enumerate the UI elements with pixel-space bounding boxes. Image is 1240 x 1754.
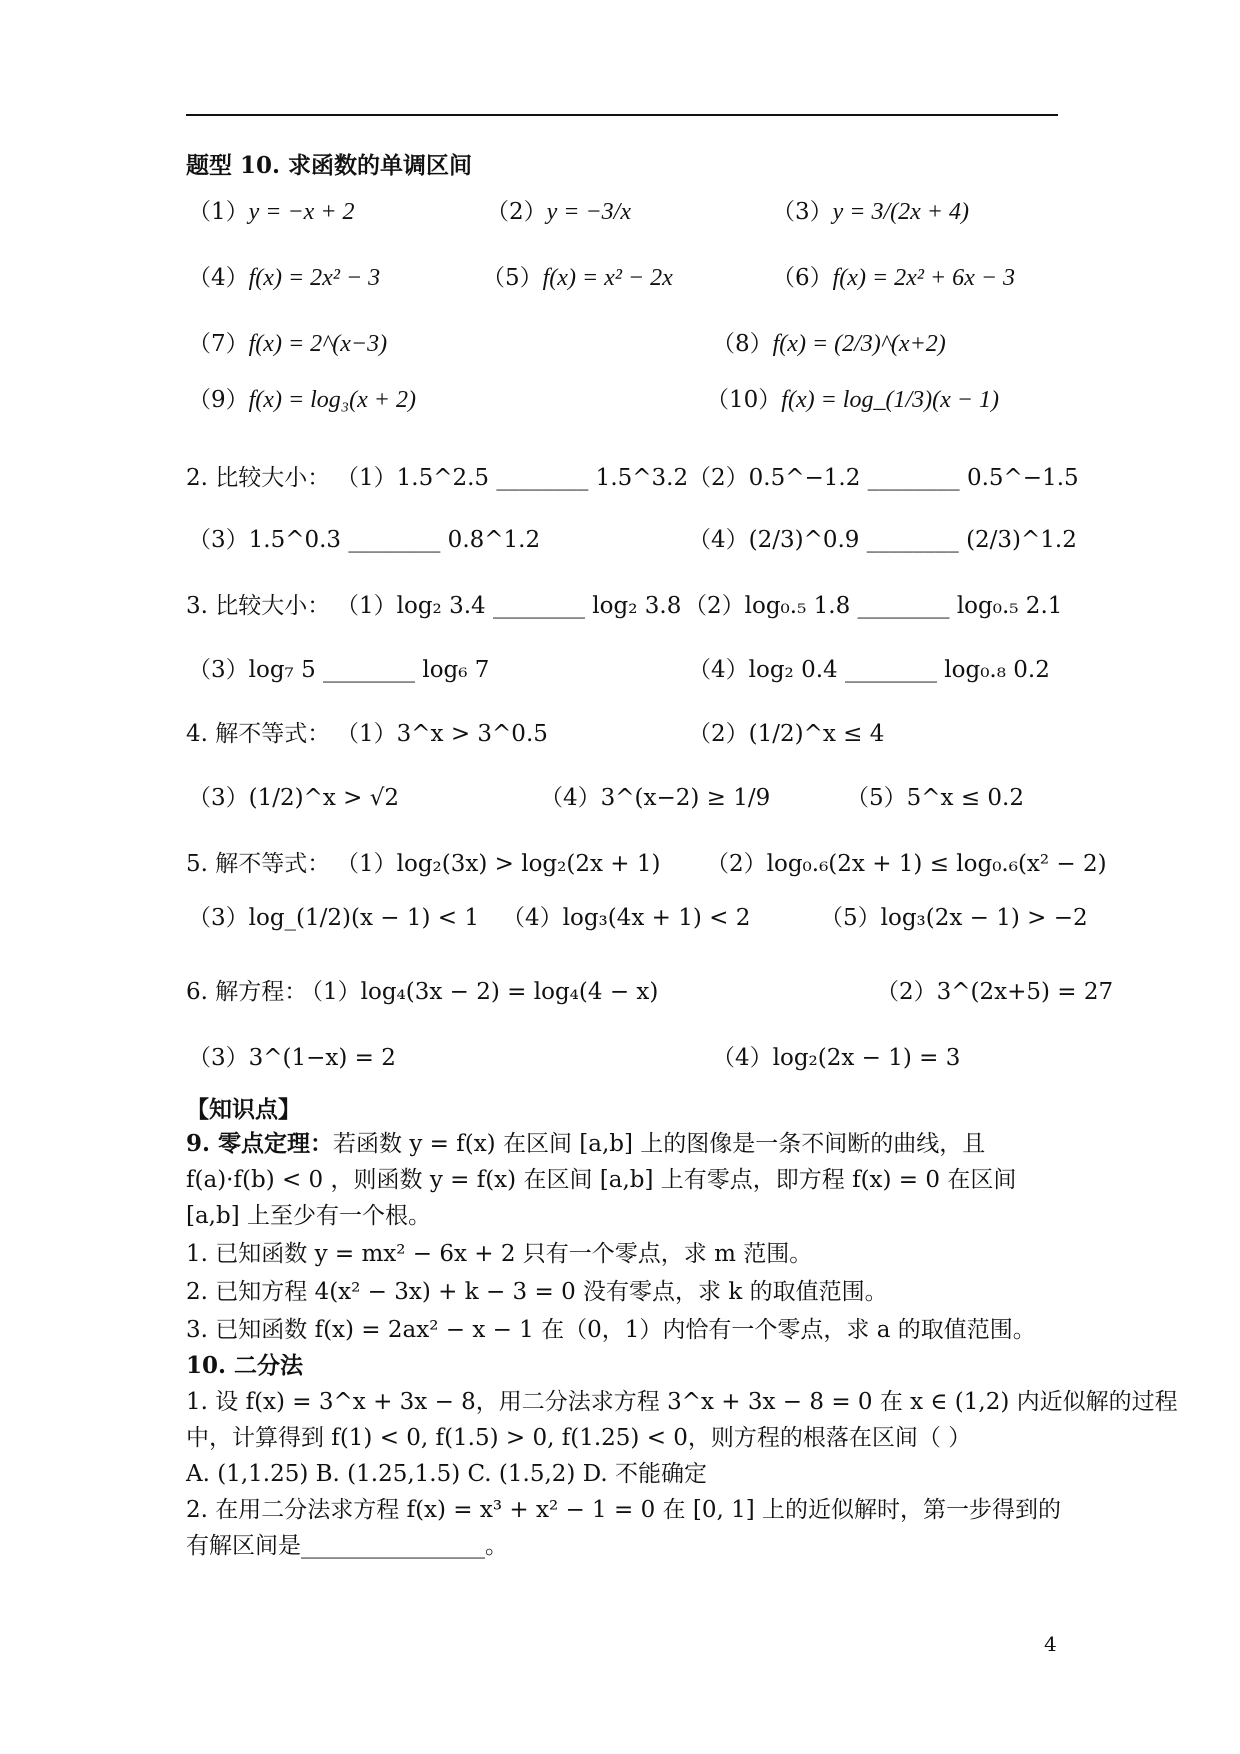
mono-6: （6）f(x) = 2x² + 6x − 3 xyxy=(772,265,1016,291)
bisection-heading: 10. 二分法 xyxy=(186,1352,304,1379)
mono-4: （4）f(x) = 2x² − 3 xyxy=(188,265,381,291)
mono-5: （5）f(x) = x² − 2x xyxy=(482,265,673,291)
q3-label: 3. 比较大小： xyxy=(186,593,331,619)
q5-item-3: （3）log_(1/2)(x − 1) < 1 xyxy=(188,905,479,931)
q6-item-4: （4）log₂(2x − 1) = 3 xyxy=(712,1045,961,1071)
mono-10: （10）f(x) = log_(1/3)(x − 1) xyxy=(706,387,999,413)
theorem-line-2: f(a)·f(b) < 0 ，则函数 y = f(x) 在区间 [a,b] 上有零点，即方程 f(x) = 0 在区间 xyxy=(186,1167,1017,1193)
theorem-line-1: 9. 零点定理：若函数 y = f(x) 在区间 [a,b] 上的图像是一条不间断的曲线，且 xyxy=(186,1130,986,1157)
q4-item-3: （3）(1/2)^x > √2 xyxy=(188,785,400,811)
bisection-line-4: 2. 在用二分法求方程 f(x) = x³ + x² − 1 = 0 在 [0, 1] 上的近似解时，第一步得到的 xyxy=(186,1497,1061,1523)
q3-item-1: （1）log₂ 3.4 ________ log₂ 3.8 xyxy=(336,593,682,619)
q5-item-2: （2）log₀.₆(2x + 1) ≤ log₀.₆(x² − 2) xyxy=(706,851,1107,877)
q3-item-4: （4）log₂ 0.4 ________ log₀.₈ 0.2 xyxy=(688,657,1050,683)
section-heading: 题型 10. 求函数的单调区间 xyxy=(186,152,473,179)
q6-item-1: （1）log₄(3x − 2) = log₄(4 − x) xyxy=(300,979,659,1005)
q6-item-2: （2）3^(2x+5) = 27 xyxy=(876,979,1114,1005)
zero-problem-3: 3. 已知函数 f(x) = 2ax² − x − 1 在（0，1）内恰有一个零点，求 a 的取值范围。 xyxy=(186,1317,1036,1343)
q5-label: 5. 解不等式： xyxy=(186,851,331,877)
q5-item-1: （1）log₂(3x) > log₂(2x + 1) xyxy=(336,851,661,877)
q2-item-3: （3）1.5^0.3 ________ 0.8^1.2 xyxy=(188,527,541,553)
mono-1: （1）y = −x + 2 xyxy=(188,199,355,225)
bisection-line-5: 有解区间是________________。 xyxy=(186,1533,508,1559)
q2-item-2: （2）0.5^−1.2 ________ 0.5^−1.5 xyxy=(688,465,1079,491)
theorem-line-3: [a,b] 上至少有一个根。 xyxy=(186,1203,432,1229)
mono-7: （7）f(x) = 2^(x−3) xyxy=(188,331,388,357)
q2-item-4: （4）(2/3)^0.9 ________ (2/3)^1.2 xyxy=(688,527,1077,553)
q4-item-2: （2）(1/2)^x ≤ 4 xyxy=(688,721,885,747)
bisection-line-2: 中，计算得到 f(1) < 0, f(1.5) > 0, f(1.25) < 0，则方程的根落在区间（ ） xyxy=(186,1425,972,1451)
q3-item-2: （2）log₀.₅ 1.8 ________ log₀.₅ 2.1 xyxy=(684,593,1063,619)
q2-item-1: （1）1.5^2.5 ________ 1.5^3.2 xyxy=(336,465,689,491)
bisection-options: A. (1,1.25) B. (1.25,1.5) C. (1.5,2) D. 不能确定 xyxy=(186,1461,707,1487)
q4-item-5: （5）5^x ≤ 0.2 xyxy=(846,785,1024,811)
q3-item-3: （3）log₇ 5 ________ log₆ 7 xyxy=(188,657,490,683)
q5-item-4: （4）log₃(4x + 1) < 2 xyxy=(502,905,751,931)
bisection-line-1: 1. 设 f(x) = 3^x + 3x − 8，用二分法求方程 3^x + 3x − 8 = 0 在 x ∈ (1,2) 内近似解的过程 xyxy=(186,1389,1178,1415)
mono-3: （3）y = 3/(2x + 4) xyxy=(772,199,969,225)
q4-item-1: （1）3^x > 3^0.5 xyxy=(336,721,548,747)
mono-8: （8）f(x) = (2/3)^(x+2) xyxy=(712,331,946,357)
header-rule xyxy=(186,114,1058,116)
knowledge-heading: 【知识点】 xyxy=(186,1096,301,1123)
zero-problem-2: 2. 已知方程 4(x² − 3x) + k − 3 = 0 没有零点，求 k 的取值范围。 xyxy=(186,1279,888,1305)
q6-item-3: （3）3^(1−x) = 2 xyxy=(188,1045,396,1071)
mono-2: （2）y = −3/x xyxy=(486,199,632,225)
q6-label: 6. 解方程： xyxy=(186,979,308,1005)
q2-label: 2. 比较大小： xyxy=(186,465,331,491)
q5-item-5: （5）log₃(2x − 1) > −2 xyxy=(820,905,1088,931)
q4-label: 4. 解不等式： xyxy=(186,721,331,747)
zero-problem-1: 1. 已知函数 y = mx² − 6x + 2 只有一个零点，求 m 范围。 xyxy=(186,1241,813,1267)
mono-9: （9）f(x) = log₃(x + 2) xyxy=(188,387,416,413)
page-number: 4 xyxy=(1044,1632,1057,1656)
q4-item-4: （4）3^(x−2) ≥ 1/9 xyxy=(540,785,771,811)
